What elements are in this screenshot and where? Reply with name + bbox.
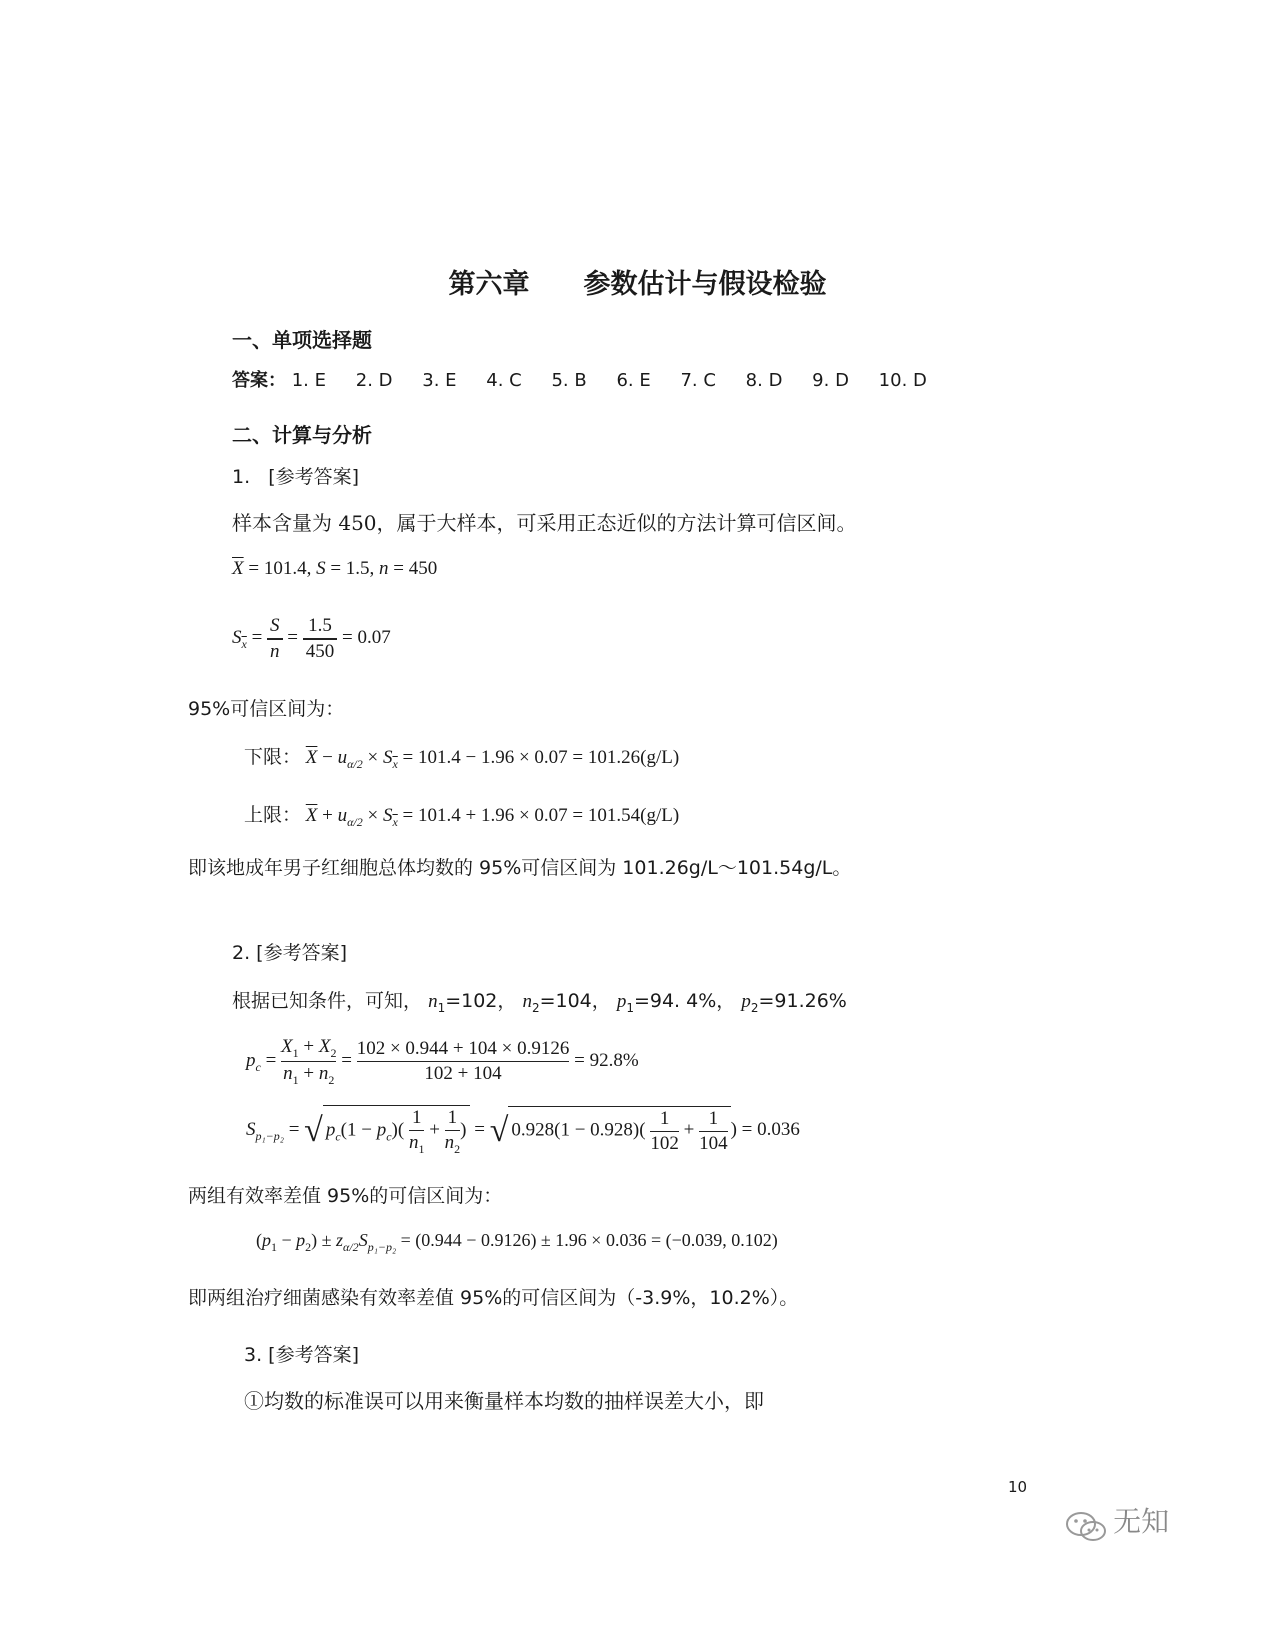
wechat-icon: [1064, 1510, 1108, 1544]
q2-pc-formula: $p_c$ = $\frac{X_1 + X_2}{n_1 + n_2}$ = $\frac{102 \times 0.944 + 104 \times 0.9126}{102 + 104}$ = 92.8%: [246, 1036, 639, 1087]
q2-sp-values: 0.928(1 − 0.928)(: [511, 1119, 646, 1141]
q2-n2: =104，: [539, 990, 611, 1012]
q1-se-formula: $S_{\overline{x}}$ = $\frac{S}{n}$ = $\frac{1.5}{450}$ = 0.07: [232, 615, 391, 662]
answers-row: [232, 366, 951, 392]
q3-text: ①均数的标准误可以用来衡量样本均数的抽样误差大小，即: [244, 1389, 764, 1413]
q2-p1: =94. 4%，: [633, 990, 736, 1012]
q1-label: 1. [参考答案]: [232, 466, 360, 488]
q2-p2: =91.26%: [758, 990, 847, 1012]
q2-conclusion: 即两组治疗细菌感染有效率差值 95%的可信区间为（-3.9%，10.2%）。: [188, 1287, 799, 1309]
q2-sp-formula: $S_{p_1-p_2}$ = √ $p_c(1 - p_c)$( $\frac{1}{n_1}$ + $\frac{1}{n_2}$ ) = √ 0.928(1 − 0.928)( $\frac{1}{102}$ + $\frac{1}{104}$ ) = 0.036: [246, 1107, 800, 1156]
q2-label: 2. [参考答案]: [232, 942, 347, 964]
answer-item: 9. D: [812, 370, 849, 391]
q3-label: 3. [参考答案]: [244, 1344, 359, 1366]
q1-given: $\overline{X} = 101.4$, S = 1.5, n = 450: [232, 558, 438, 579]
answers-label: 答案：: [232, 370, 286, 391]
section1-heading: 一、单项选择题: [232, 328, 372, 352]
q2-pc-den: 102 + 104: [357, 1061, 570, 1086]
q1-lower-expr: = 101.4 − 1.96 × 0.07 = 101.26(g/L): [402, 747, 680, 768]
watermark-text: 无知: [1113, 1505, 1170, 1538]
q1-lower: 下限： $\overline{X} - u_{\alpha/2} \times S_{\overline{x}} = 101.4 - 1.96 \times 0.07 = 101.26(g/L)$: [244, 746, 680, 771]
answer-item: 3. E: [422, 370, 457, 391]
answer-item: 5. B: [551, 370, 587, 391]
q2-intro-line: 根据已知条件，可知， $n_1=102$， $n_2=104$， $p_1=94$. 4%， $p_2=91.26\%$: [232, 990, 847, 1015]
q1-se-result: = 0.07: [342, 627, 391, 649]
q1-conclusion: 即该地成年男子红细胞总体均数的 95%可信区间为 101.26g/L～101.54g/L。: [188, 857, 852, 879]
answer-item: 8. D: [745, 370, 783, 391]
q2-n1: =102，: [445, 990, 517, 1012]
q1-upper-label: 上限：: [244, 804, 302, 826]
answer-item: 6. E: [616, 370, 651, 391]
page-number: 10: [1008, 1478, 1028, 1496]
q2-ci-values: = (0.944 − 0.9126) ± 1.96 × 0.036 = (−0.039, 0.102): [400, 1230, 778, 1250]
q1-upper: 上限： $\overline{X} + u_{\alpha/2} \times S_{\overline{x}} = 101.4 + 1.96 \times 0.07 = 101.54(g/L)$: [244, 804, 680, 829]
q2-intro: 根据已知条件，可知，: [232, 990, 423, 1012]
q1-intro: 样本含量为 450，属于大样本，可采用正态近似的方法计算可信区间。: [232, 511, 857, 535]
q1-ci-label: 95%可信区间为：: [188, 698, 345, 720]
answer-item: 1. E: [291, 370, 327, 391]
q1-lower-label: 下限：: [244, 746, 302, 768]
chapter-title: 第六章 参数估计与假设检验: [448, 269, 827, 300]
section2-heading: 二、计算与分析: [232, 423, 372, 447]
answer-item: 10. D: [878, 370, 927, 391]
q2-ci-formula: $(p_1 - p_2) \pm z_{\alpha/2}S_{p_1-p_2} = (0.944 - 0.9126) \pm 1.96 \times 0.036 = (-0.039$, 0.102): [256, 1230, 778, 1254]
q2-sp-result: ) = 0.036: [730, 1119, 800, 1141]
answer-item: 7. C: [680, 370, 716, 391]
q2-pc-num: 102 × 0.944 + 104 × 0.9126: [356, 1038, 570, 1060]
q1-upper-expr: = 101.4 + 1.96 × 0.07 = 101.54(g/L): [402, 805, 680, 826]
watermark: [1064, 1500, 1169, 1544]
answer-item: 4. C: [486, 370, 522, 391]
q2-pc-result: = 92.8%: [574, 1049, 639, 1071]
q2-ci-label: 两组有效率差值 95%的可信区间为：: [188, 1185, 503, 1207]
answer-item: 2. D: [355, 370, 393, 391]
